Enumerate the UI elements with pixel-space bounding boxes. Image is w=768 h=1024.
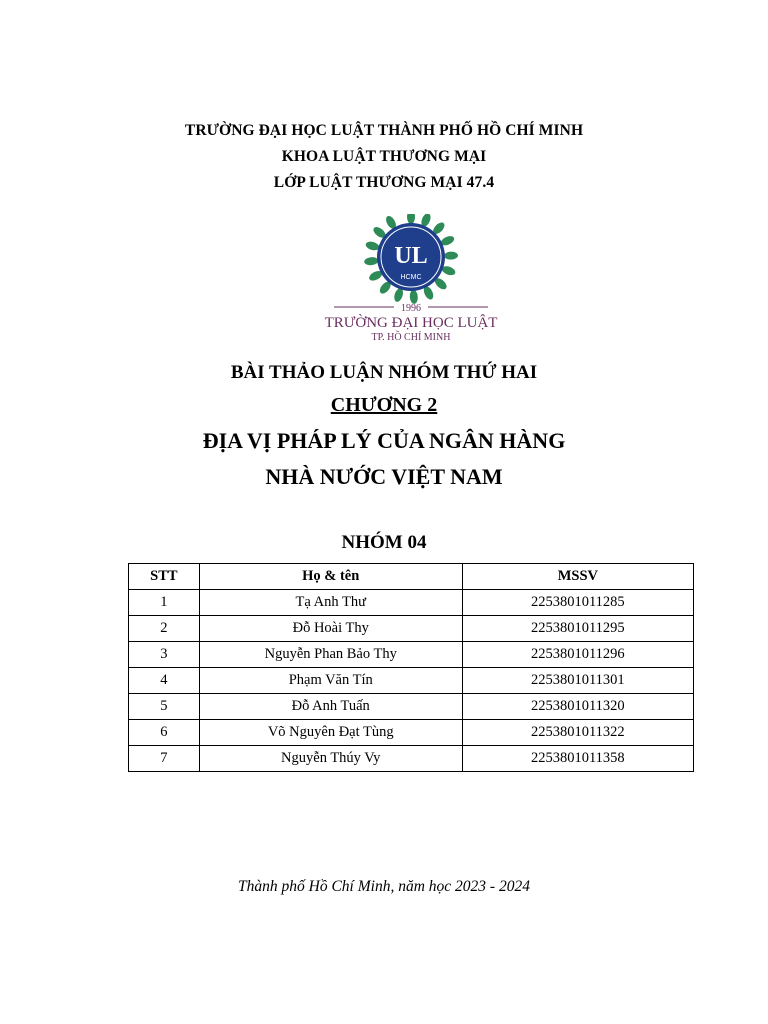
table-row <box>129 746 694 772</box>
cell-mssv: 2253801011295 <box>462 616 693 642</box>
discussion-title: BÀI THẢO LUẬN NHÓM THỨ HAI <box>230 362 538 383</box>
cell-stt: 6 <box>129 720 200 746</box>
cell-name: Nguyễn Phan Bảo Thy <box>199 642 462 668</box>
logo-year: 1996 <box>401 303 421 314</box>
table-row <box>129 720 694 746</box>
header-stt: STT <box>129 564 200 590</box>
university-name: TRƯỜNG ĐẠI HỌC LUẬT THÀNH PHỐ HỒ CHÍ MINH <box>184 122 584 139</box>
cell-name: Võ Nguyên Đạt Tùng <box>199 720 462 746</box>
cell-name: Đỗ Anh Tuấn <box>199 694 462 720</box>
cell-stt: 7 <box>129 746 200 772</box>
main-title-line-1: ĐỊA VỊ PHÁP LÝ CỦA NGÂN HÀNG <box>202 428 566 453</box>
cell-stt: 4 <box>129 668 200 694</box>
header-mssv: MSSV <box>462 564 693 590</box>
table-header-row <box>129 564 694 590</box>
cell-mssv: 2253801011296 <box>462 642 693 668</box>
table-row <box>129 616 694 642</box>
cell-name: Tạ Anh Thư <box>199 590 462 616</box>
cell-stt: 2 <box>129 616 200 642</box>
table-row <box>129 642 694 668</box>
cell-name: Đỗ Hoài Thy <box>199 616 462 642</box>
cell-mssv: 2253801011320 <box>462 694 693 720</box>
table-row <box>129 668 694 694</box>
cell-stt: 3 <box>129 642 200 668</box>
header-name: Họ & tên <box>199 564 462 590</box>
chapter-title: CHƯƠNG 2 <box>330 394 438 416</box>
cell-name: Phạm Văn Tín <box>199 668 462 694</box>
cell-mssv: 2253801011322 <box>462 720 693 746</box>
logo-location: TP. HỒ CHÍ MINH <box>371 332 451 343</box>
main-title-line-2: NHÀ NƯỚC VIỆT NAM <box>265 464 503 489</box>
laurel-wreath <box>364 214 458 304</box>
header <box>0 118 768 196</box>
table-row <box>129 590 694 616</box>
group-title: NHÓM 04 <box>341 532 427 553</box>
cell-mssv: 2253801011285 <box>462 590 693 616</box>
table-row <box>129 694 694 720</box>
faculty-name: KHOA LUẬT THƯƠNG MẠI <box>281 148 487 165</box>
logo-city: HCMC <box>400 274 422 281</box>
cell-mssv: 2253801011358 <box>462 746 693 772</box>
members-table <box>128 563 694 772</box>
cell-stt: 5 <box>129 694 200 720</box>
cell-stt: 1 <box>129 590 200 616</box>
university-logo <box>316 214 506 344</box>
cell-mssv: 2253801011301 <box>462 668 693 694</box>
logo-monogram: UL <box>394 243 428 269</box>
cell-name: Nguyễn Thúy Vy <box>199 746 462 772</box>
logo-school-name: TRƯỜNG ĐẠI HỌC LUẬT <box>324 315 498 331</box>
footer-place-year: Thành phố Hồ Chí Minh, năm học 2023 - 2024 <box>238 878 530 895</box>
class-name: LỚP LUẬT THƯƠNG MẠI 47.4 <box>273 174 495 191</box>
